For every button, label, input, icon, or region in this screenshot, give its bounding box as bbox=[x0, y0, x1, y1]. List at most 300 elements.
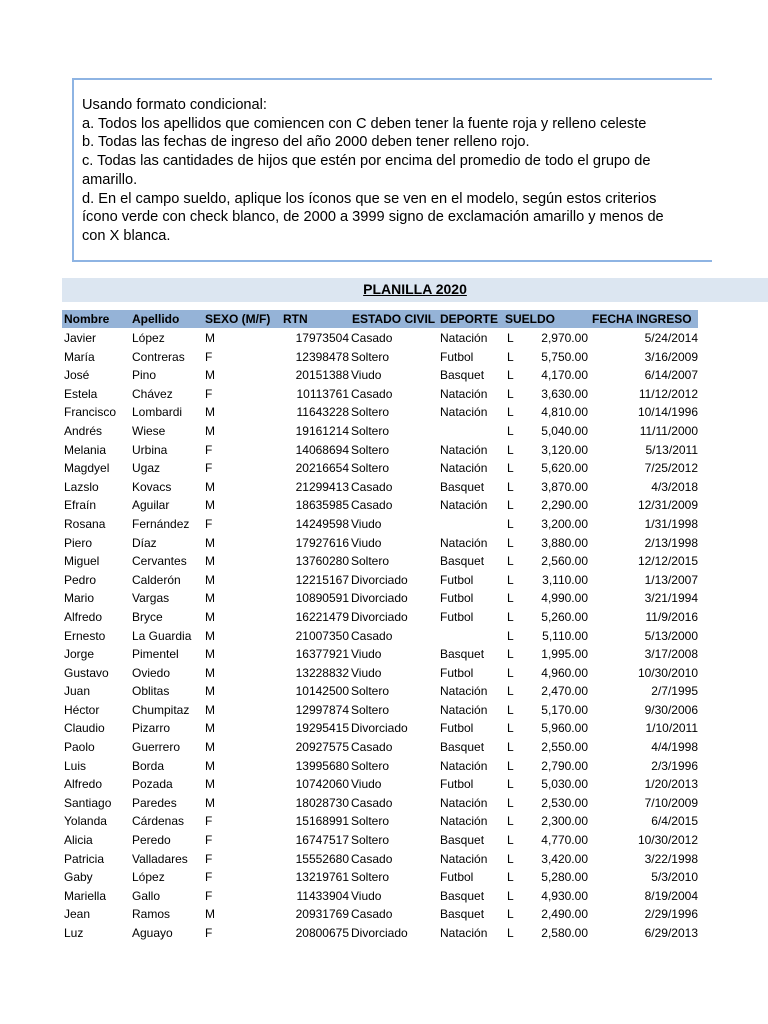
cell-deporte[interactable]: Natación bbox=[440, 331, 488, 345]
cell-fecha-ingreso[interactable]: 4/3/2018 bbox=[651, 479, 698, 494]
cell-sexo[interactable]: F bbox=[205, 516, 213, 531]
cell-rtn[interactable]: 20151388 bbox=[295, 368, 349, 383]
cell-deporte[interactable]: Futbol bbox=[440, 721, 474, 736]
cell-sueldo[interactable]: 5,170.00 bbox=[541, 702, 588, 717]
cell-fecha-ingreso[interactable]: 1/10/2011 bbox=[645, 721, 698, 736]
cell-nombre[interactable]: Mario bbox=[64, 591, 95, 606]
cell-deporte[interactable]: Natación bbox=[440, 795, 488, 810]
cell-currency-marker[interactable]: L bbox=[507, 423, 514, 438]
header-nombre[interactable]: Nombre bbox=[64, 312, 110, 326]
cell-currency-marker[interactable]: L bbox=[507, 758, 514, 773]
cell-nombre[interactable]: Patricia bbox=[64, 851, 105, 866]
cell-fecha-ingreso[interactable]: 8/19/2004 bbox=[644, 888, 698, 903]
cell-fecha-ingreso[interactable]: 2/29/1996 bbox=[644, 907, 698, 922]
cell-apellido[interactable]: La Guardia bbox=[132, 628, 192, 643]
cell-fecha-ingreso[interactable]: 6/14/2007 bbox=[644, 368, 698, 383]
cell-rtn[interactable]: 19161214 bbox=[295, 423, 349, 438]
cell-sexo[interactable]: M bbox=[205, 554, 215, 569]
cell-currency-marker[interactable]: L bbox=[507, 386, 514, 401]
cell-sueldo[interactable]: 2,470.00 bbox=[541, 684, 588, 699]
cell-estado-civil[interactable]: Soltero bbox=[351, 702, 390, 717]
cell-apellido[interactable]: Aguayo bbox=[132, 926, 173, 940]
cell-fecha-ingreso[interactable]: 1/13/2007 bbox=[644, 572, 698, 587]
cell-estado-civil[interactable]: Casado bbox=[351, 795, 393, 810]
cell-deporte[interactable]: Natación bbox=[440, 386, 488, 401]
cell-sexo[interactable]: M bbox=[205, 479, 215, 494]
cell-sueldo[interactable]: 2,530.00 bbox=[541, 795, 588, 810]
cell-estado-civil[interactable]: Soltero bbox=[351, 461, 390, 476]
cell-currency-marker[interactable]: L bbox=[507, 833, 514, 848]
cell-estado-civil[interactable]: Casado bbox=[351, 479, 393, 494]
cell-estado-civil[interactable]: Soltero bbox=[351, 554, 390, 569]
cell-apellido[interactable]: Oviedo bbox=[132, 665, 171, 680]
cell-deporte[interactable]: Natación bbox=[440, 442, 488, 457]
cell-apellido[interactable]: Pino bbox=[132, 368, 157, 383]
cell-currency-marker[interactable]: L bbox=[507, 591, 514, 606]
cell-nombre[interactable]: Luis bbox=[64, 758, 87, 773]
cell-currency-marker[interactable]: L bbox=[507, 702, 514, 717]
cell-apellido[interactable]: Calderón bbox=[132, 572, 181, 587]
cell-fecha-ingreso[interactable]: 11/11/2000 bbox=[639, 423, 698, 438]
cell-estado-civil[interactable]: Soltero bbox=[351, 423, 390, 438]
cell-nombre[interactable]: Alfredo bbox=[64, 777, 103, 792]
cell-nombre[interactable]: Ernesto bbox=[64, 628, 106, 643]
cell-rtn[interactable]: 15168991 bbox=[295, 814, 349, 829]
cell-sexo[interactable]: M bbox=[205, 647, 215, 662]
cell-nombre[interactable]: Jorge bbox=[64, 647, 95, 662]
cell-fecha-ingreso[interactable]: 6/4/2015 bbox=[651, 814, 698, 829]
cell-sueldo[interactable]: 3,870.00 bbox=[541, 479, 588, 494]
cell-currency-marker[interactable]: L bbox=[507, 740, 514, 755]
cell-sexo[interactable]: M bbox=[205, 777, 215, 792]
cell-sexo[interactable]: M bbox=[205, 591, 215, 606]
cell-rtn[interactable]: 20927575 bbox=[295, 740, 349, 755]
cell-sexo[interactable]: F bbox=[205, 349, 213, 364]
cell-estado-civil[interactable]: Casado bbox=[351, 907, 393, 922]
cell-nombre[interactable]: Melania bbox=[64, 442, 107, 457]
cell-sexo[interactable]: M bbox=[205, 665, 215, 680]
cell-estado-civil[interactable]: Casado bbox=[351, 740, 393, 755]
cell-sueldo[interactable]: 2,490.00 bbox=[541, 907, 588, 922]
cell-estado-civil[interactable]: Viudo bbox=[351, 647, 382, 662]
cell-rtn[interactable]: 10113761 bbox=[296, 386, 349, 401]
cell-nombre[interactable]: Juan bbox=[64, 684, 91, 699]
cell-deporte[interactable]: Basquet bbox=[440, 833, 485, 848]
cell-deporte[interactable]: Natación bbox=[440, 461, 488, 476]
cell-fecha-ingreso[interactable]: 11/9/2016 bbox=[645, 609, 698, 624]
cell-apellido[interactable]: Borda bbox=[132, 758, 165, 773]
cell-sueldo[interactable]: 2,580.00 bbox=[541, 926, 588, 940]
cell-currency-marker[interactable]: L bbox=[507, 405, 514, 420]
cell-rtn[interactable]: 13995680 bbox=[295, 758, 349, 773]
cell-currency-marker[interactable]: L bbox=[507, 647, 514, 662]
cell-rtn[interactable]: 14249598 bbox=[295, 516, 349, 531]
header-sexo[interactable]: SEXO (M/F) bbox=[205, 312, 271, 326]
cell-nombre[interactable]: Gustavo bbox=[64, 665, 109, 680]
cell-deporte[interactable]: Natación bbox=[440, 405, 488, 420]
cell-estado-civil[interactable]: Casado bbox=[351, 386, 393, 401]
cell-sueldo[interactable]: 2,550.00 bbox=[541, 740, 588, 755]
cell-apellido[interactable]: Paredes bbox=[132, 795, 177, 810]
header-sueldo[interactable]: SUELDO bbox=[505, 312, 556, 326]
cell-apellido[interactable]: Bryce bbox=[132, 609, 163, 624]
cell-sexo[interactable]: M bbox=[205, 423, 215, 438]
cell-sexo[interactable]: M bbox=[205, 721, 215, 736]
cell-currency-marker[interactable]: L bbox=[507, 479, 514, 494]
cell-deporte[interactable]: Futbol bbox=[440, 777, 474, 792]
cell-sueldo[interactable]: 5,040.00 bbox=[541, 423, 588, 438]
cell-apellido[interactable]: Pizarro bbox=[132, 721, 171, 736]
cell-nombre[interactable]: Jean bbox=[64, 907, 91, 922]
cell-nombre[interactable]: Javier bbox=[64, 331, 97, 345]
cell-apellido[interactable]: Valladares bbox=[132, 851, 188, 866]
cell-sueldo[interactable]: 4,810.00 bbox=[541, 405, 588, 420]
cell-currency-marker[interactable]: L bbox=[507, 795, 514, 810]
cell-estado-civil[interactable]: Soltero bbox=[351, 684, 390, 699]
cell-estado-civil[interactable]: Soltero bbox=[351, 870, 390, 885]
header-deporte[interactable]: DEPORTE bbox=[440, 312, 499, 326]
cell-rtn[interactable]: 21007350 bbox=[295, 628, 349, 643]
cell-sueldo[interactable]: 3,200.00 bbox=[541, 516, 588, 531]
cell-fecha-ingreso[interactable]: 5/13/2011 bbox=[645, 442, 698, 457]
cell-currency-marker[interactable]: L bbox=[507, 349, 514, 364]
cell-deporte[interactable]: Basquet bbox=[440, 907, 485, 922]
cell-sueldo[interactable]: 1,995.00 bbox=[541, 647, 588, 662]
cell-fecha-ingreso[interactable]: 12/12/2015 bbox=[637, 554, 698, 569]
cell-estado-civil[interactable]: Divorciado bbox=[351, 591, 408, 606]
cell-fecha-ingreso[interactable]: 3/17/2008 bbox=[644, 647, 698, 662]
cell-currency-marker[interactable]: L bbox=[507, 665, 514, 680]
cell-fecha-ingreso[interactable]: 5/13/2000 bbox=[644, 628, 698, 643]
cell-currency-marker[interactable]: L bbox=[507, 926, 514, 940]
cell-apellido[interactable]: Chávez bbox=[132, 386, 173, 401]
cell-fecha-ingreso[interactable]: 6/29/2013 bbox=[644, 926, 698, 940]
cell-sexo[interactable]: M bbox=[205, 609, 215, 624]
cell-sexo[interactable]: F bbox=[205, 461, 213, 476]
cell-currency-marker[interactable]: L bbox=[507, 331, 514, 345]
cell-sueldo[interactable]: 3,110.00 bbox=[542, 572, 588, 587]
cell-estado-civil[interactable]: Casado bbox=[351, 498, 393, 513]
cell-deporte[interactable]: Natación bbox=[440, 535, 488, 550]
cell-apellido[interactable]: Aguilar bbox=[132, 498, 170, 513]
cell-apellido[interactable]: Gallo bbox=[132, 888, 161, 903]
cell-estado-civil[interactable]: Divorciado bbox=[351, 609, 408, 624]
cell-currency-marker[interactable]: L bbox=[507, 368, 514, 383]
header-estado-civil[interactable]: ESTADO CIVIL bbox=[352, 312, 436, 326]
cell-apellido[interactable]: Pimentel bbox=[132, 647, 179, 662]
cell-sueldo[interactable]: 2,560.00 bbox=[541, 554, 588, 569]
cell-sexo[interactable]: F bbox=[205, 833, 213, 848]
cell-nombre[interactable]: Rosana bbox=[64, 516, 106, 531]
cell-currency-marker[interactable]: L bbox=[507, 628, 514, 643]
cell-fecha-ingreso[interactable]: 12/31/2009 bbox=[637, 498, 698, 513]
cell-deporte[interactable]: Futbol bbox=[440, 609, 474, 624]
cell-sexo[interactable]: M bbox=[205, 740, 215, 755]
cell-estado-civil[interactable]: Soltero bbox=[351, 833, 390, 848]
cell-apellido[interactable]: Chumpitaz bbox=[132, 702, 190, 717]
cell-deporte[interactable]: Futbol bbox=[440, 665, 474, 680]
cell-sexo[interactable]: M bbox=[205, 702, 215, 717]
cell-currency-marker[interactable]: L bbox=[507, 721, 514, 736]
cell-nombre[interactable]: Yolanda bbox=[64, 814, 107, 829]
cell-sueldo[interactable]: 5,030.00 bbox=[541, 777, 588, 792]
cell-rtn[interactable]: 13228832 bbox=[295, 665, 349, 680]
header-fecha-ingreso[interactable]: FECHA INGRESO bbox=[592, 312, 692, 326]
cell-currency-marker[interactable]: L bbox=[507, 609, 514, 624]
cell-currency-marker[interactable]: L bbox=[507, 461, 514, 476]
cell-rtn[interactable]: 18028730 bbox=[295, 795, 349, 810]
cell-deporte[interactable]: Basquet bbox=[440, 368, 485, 383]
cell-sexo[interactable]: M bbox=[205, 572, 215, 587]
cell-sueldo[interactable]: 5,960.00 bbox=[541, 721, 588, 736]
cell-rtn[interactable]: 18635985 bbox=[295, 498, 349, 513]
cell-rtn[interactable]: 10742060 bbox=[295, 777, 349, 792]
cell-estado-civil[interactable]: Divorciado bbox=[351, 572, 408, 587]
cell-sexo[interactable]: F bbox=[205, 888, 213, 903]
cell-sueldo[interactable]: 5,750.00 bbox=[541, 349, 588, 364]
cell-nombre[interactable]: Francisco bbox=[64, 405, 117, 420]
cell-fecha-ingreso[interactable]: 1/20/2013 bbox=[644, 777, 698, 792]
cell-apellido[interactable]: Vargas bbox=[132, 591, 170, 606]
cell-fecha-ingreso[interactable]: 11/12/2012 bbox=[638, 386, 698, 401]
cell-fecha-ingreso[interactable]: 10/30/2010 bbox=[637, 665, 698, 680]
cell-rtn[interactable]: 12997874 bbox=[295, 702, 349, 717]
cell-estado-civil[interactable]: Soltero bbox=[351, 442, 390, 457]
cell-apellido[interactable]: Ramos bbox=[132, 907, 171, 922]
header-apellido[interactable]: Apellido bbox=[132, 312, 180, 326]
cell-fecha-ingreso[interactable]: 7/25/2012 bbox=[644, 461, 698, 476]
cell-sueldo[interactable]: 3,630.00 bbox=[541, 386, 588, 401]
cell-sexo[interactable]: M bbox=[205, 907, 215, 922]
cell-sueldo[interactable]: 4,960.00 bbox=[541, 665, 588, 680]
cell-deporte[interactable]: Natación bbox=[440, 851, 488, 866]
cell-nombre[interactable]: María bbox=[64, 349, 95, 364]
cell-deporte[interactable]: Natación bbox=[440, 684, 488, 699]
cell-sexo[interactable]: M bbox=[205, 331, 215, 345]
cell-deporte[interactable]: Natación bbox=[440, 814, 488, 829]
cell-sexo[interactable]: M bbox=[205, 405, 215, 420]
cell-rtn[interactable]: 10890591 bbox=[295, 591, 349, 606]
cell-deporte[interactable]: Natación bbox=[440, 926, 488, 940]
cell-sueldo[interactable]: 2,790.00 bbox=[541, 758, 588, 773]
cell-deporte[interactable]: Futbol bbox=[440, 349, 474, 364]
cell-deporte[interactable]: Basquet bbox=[440, 647, 485, 662]
cell-currency-marker[interactable]: L bbox=[507, 907, 514, 922]
cell-estado-civil[interactable]: Viudo bbox=[351, 777, 382, 792]
cell-rtn[interactable]: 11433904 bbox=[296, 888, 349, 903]
cell-rtn[interactable]: 12398478 bbox=[295, 349, 349, 364]
cell-apellido[interactable]: Oblitas bbox=[132, 684, 170, 699]
cell-currency-marker[interactable]: L bbox=[507, 888, 514, 903]
cell-sueldo[interactable]: 2,290.00 bbox=[541, 498, 588, 513]
cell-apellido[interactable]: Ugaz bbox=[132, 461, 161, 476]
cell-sueldo[interactable]: 5,280.00 bbox=[541, 870, 588, 885]
cell-sexo[interactable]: F bbox=[205, 870, 213, 885]
cell-fecha-ingreso[interactable]: 5/24/2014 bbox=[644, 331, 698, 345]
cell-sexo[interactable]: F bbox=[205, 814, 213, 829]
cell-rtn[interactable]: 17927616 bbox=[295, 535, 349, 550]
cell-nombre[interactable]: Paolo bbox=[64, 740, 95, 755]
cell-rtn[interactable]: 21299413 bbox=[295, 479, 349, 494]
cell-currency-marker[interactable]: L bbox=[507, 777, 514, 792]
cell-rtn[interactable]: 20216654 bbox=[295, 461, 349, 476]
cell-sexo[interactable]: F bbox=[205, 386, 213, 401]
cell-rtn[interactable]: 11643228 bbox=[296, 405, 349, 420]
cell-nombre[interactable]: Claudio bbox=[64, 721, 105, 736]
cell-rtn[interactable]: 15552680 bbox=[295, 851, 349, 866]
cell-currency-marker[interactable]: L bbox=[507, 554, 514, 569]
cell-sexo[interactable]: M bbox=[205, 795, 215, 810]
cell-rtn[interactable]: 13219761 bbox=[295, 870, 349, 885]
cell-deporte[interactable]: Futbol bbox=[440, 870, 474, 885]
cell-currency-marker[interactable]: L bbox=[507, 442, 514, 457]
cell-estado-civil[interactable]: Viudo bbox=[351, 888, 382, 903]
cell-sexo[interactable]: M bbox=[205, 628, 215, 643]
cell-apellido[interactable]: Contreras bbox=[132, 349, 185, 364]
header-rtn[interactable]: RTN bbox=[283, 312, 308, 326]
cell-estado-civil[interactable]: Viudo bbox=[351, 535, 382, 550]
cell-apellido[interactable]: Urbina bbox=[132, 442, 168, 457]
cell-rtn[interactable]: 10142500 bbox=[295, 684, 349, 699]
cell-apellido[interactable]: Díaz bbox=[132, 535, 157, 550]
cell-nombre[interactable]: Gaby bbox=[64, 870, 93, 885]
cell-deporte[interactable]: Basquet bbox=[440, 740, 485, 755]
cell-estado-civil[interactable]: Viudo bbox=[351, 516, 382, 531]
cell-apellido[interactable]: Kovacs bbox=[132, 479, 172, 494]
cell-rtn[interactable]: 17973504 bbox=[295, 331, 349, 345]
cell-nombre[interactable]: Alfredo bbox=[64, 609, 103, 624]
cell-nombre[interactable]: Miguel bbox=[64, 554, 100, 569]
cell-sexo[interactable]: M bbox=[205, 368, 215, 383]
cell-currency-marker[interactable]: L bbox=[507, 572, 514, 587]
cell-estado-civil[interactable]: Soltero bbox=[351, 758, 390, 773]
cell-rtn[interactable]: 20931769 bbox=[295, 907, 349, 922]
cell-estado-civil[interactable]: Divorciado bbox=[351, 721, 408, 736]
cell-nombre[interactable]: Alicia bbox=[64, 833, 93, 848]
cell-nombre[interactable]: Mariella bbox=[64, 888, 107, 903]
cell-apellido[interactable]: Fernández bbox=[132, 516, 190, 531]
cell-rtn[interactable]: 13760280 bbox=[295, 554, 349, 569]
cell-currency-marker[interactable]: L bbox=[507, 851, 514, 866]
cell-fecha-ingreso[interactable]: 5/3/2010 bbox=[651, 870, 698, 885]
cell-rtn[interactable]: 12215167 bbox=[295, 572, 349, 587]
cell-fecha-ingreso[interactable]: 2/7/1995 bbox=[651, 684, 698, 699]
cell-nombre[interactable]: Efraín bbox=[64, 498, 97, 513]
cell-estado-civil[interactable]: Soltero bbox=[351, 349, 390, 364]
cell-apellido[interactable]: Lombardi bbox=[132, 405, 183, 420]
cell-apellido[interactable]: Peredo bbox=[132, 833, 171, 848]
cell-rtn[interactable]: 14068694 bbox=[295, 442, 349, 457]
cell-rtn[interactable]: 19295415 bbox=[295, 721, 349, 736]
cell-deporte[interactable]: Futbol bbox=[440, 591, 474, 606]
cell-currency-marker[interactable]: L bbox=[507, 498, 514, 513]
cell-sueldo[interactable]: 5,620.00 bbox=[541, 461, 588, 476]
cell-estado-civil[interactable]: Casado bbox=[351, 851, 393, 866]
cell-fecha-ingreso[interactable]: 2/13/1998 bbox=[644, 535, 698, 550]
cell-deporte[interactable]: Basquet bbox=[440, 888, 485, 903]
cell-sueldo[interactable]: 3,120.00 bbox=[541, 442, 588, 457]
cell-nombre[interactable]: Estela bbox=[64, 386, 98, 401]
cell-sexo[interactable]: F bbox=[205, 851, 213, 866]
cell-sueldo[interactable]: 2,970.00 bbox=[541, 331, 588, 345]
cell-fecha-ingreso[interactable]: 3/22/1998 bbox=[644, 851, 698, 866]
cell-sexo[interactable]: F bbox=[205, 926, 213, 940]
cell-nombre[interactable]: Pedro bbox=[64, 572, 97, 587]
cell-currency-marker[interactable]: L bbox=[507, 516, 514, 531]
cell-rtn[interactable]: 16377921 bbox=[295, 647, 349, 662]
cell-nombre[interactable]: José bbox=[64, 368, 90, 383]
cell-sexo[interactable]: M bbox=[205, 758, 215, 773]
cell-sueldo[interactable]: 4,770.00 bbox=[541, 833, 588, 848]
cell-currency-marker[interactable]: L bbox=[507, 870, 514, 885]
cell-nombre[interactable]: Santiago bbox=[64, 795, 112, 810]
cell-estado-civil[interactable]: Viudo bbox=[351, 665, 382, 680]
cell-sueldo[interactable]: 5,110.00 bbox=[542, 628, 588, 643]
cell-deporte[interactable]: Basquet bbox=[440, 479, 485, 494]
cell-apellido[interactable]: Wiese bbox=[132, 423, 166, 438]
cell-apellido[interactable]: Guerrero bbox=[132, 740, 181, 755]
cell-fecha-ingreso[interactable]: 2/3/1996 bbox=[651, 758, 698, 773]
cell-fecha-ingreso[interactable]: 1/31/1998 bbox=[644, 516, 698, 531]
cell-nombre[interactable]: Héctor bbox=[64, 702, 100, 717]
cell-apellido[interactable]: López bbox=[132, 870, 165, 885]
cell-apellido[interactable]: Cárdenas bbox=[132, 814, 185, 829]
cell-sueldo[interactable]: 4,170.00 bbox=[541, 368, 588, 383]
cell-fecha-ingreso[interactable]: 9/30/2006 bbox=[644, 702, 698, 717]
cell-fecha-ingreso[interactable]: 3/16/2009 bbox=[644, 349, 698, 364]
cell-deporte[interactable]: Natación bbox=[440, 702, 488, 717]
cell-nombre[interactable]: Luz bbox=[64, 926, 84, 940]
cell-fecha-ingreso[interactable]: 3/21/1994 bbox=[644, 591, 698, 606]
cell-sexo[interactable]: M bbox=[205, 535, 215, 550]
cell-deporte[interactable]: Basquet bbox=[440, 554, 485, 569]
cell-estado-civil[interactable]: Divorciado bbox=[351, 926, 408, 940]
cell-nombre[interactable]: Lazslo bbox=[64, 479, 99, 494]
cell-nombre[interactable]: Piero bbox=[64, 535, 93, 550]
cell-fecha-ingreso[interactable]: 4/4/1998 bbox=[651, 740, 698, 755]
cell-deporte[interactable]: Futbol bbox=[440, 572, 474, 587]
cell-sueldo[interactable]: 2,300.00 bbox=[541, 814, 588, 829]
cell-estado-civil[interactable]: Casado bbox=[351, 331, 393, 345]
cell-deporte[interactable]: Natación bbox=[440, 758, 488, 773]
cell-sexo[interactable]: M bbox=[205, 684, 215, 699]
cell-estado-civil[interactable]: Soltero bbox=[351, 814, 390, 829]
cell-estado-civil[interactable]: Casado bbox=[351, 628, 393, 643]
cell-estado-civil[interactable]: Viudo bbox=[351, 368, 382, 383]
cell-apellido[interactable]: Cervantes bbox=[132, 554, 187, 569]
cell-fecha-ingreso[interactable]: 7/10/2009 bbox=[644, 795, 698, 810]
cell-fecha-ingreso[interactable]: 10/14/1996 bbox=[637, 405, 698, 420]
cell-rtn[interactable]: 16221479 bbox=[295, 609, 349, 624]
cell-fecha-ingreso[interactable]: 10/30/2012 bbox=[637, 833, 698, 848]
cell-currency-marker[interactable]: L bbox=[507, 535, 514, 550]
cell-nombre[interactable]: Andrés bbox=[64, 423, 103, 438]
cell-rtn[interactable]: 20800675 bbox=[295, 926, 349, 940]
cell-deporte[interactable]: Natación bbox=[440, 498, 488, 513]
cell-sueldo[interactable]: 5,260.00 bbox=[541, 609, 588, 624]
cell-sueldo[interactable]: 4,990.00 bbox=[541, 591, 588, 606]
cell-currency-marker[interactable]: L bbox=[507, 814, 514, 829]
cell-sexo[interactable]: F bbox=[205, 442, 213, 457]
cell-apellido[interactable]: Pozada bbox=[132, 777, 173, 792]
cell-currency-marker[interactable]: L bbox=[507, 684, 514, 699]
cell-rtn[interactable]: 16747517 bbox=[295, 833, 349, 848]
cell-sueldo[interactable]: 4,930.00 bbox=[541, 888, 588, 903]
cell-sueldo[interactable]: 3,880.00 bbox=[541, 535, 588, 550]
cell-nombre[interactable]: Magdyel bbox=[64, 461, 110, 476]
cell-sueldo[interactable]: 3,420.00 bbox=[541, 851, 588, 866]
cell-sexo[interactable]: M bbox=[205, 498, 215, 513]
